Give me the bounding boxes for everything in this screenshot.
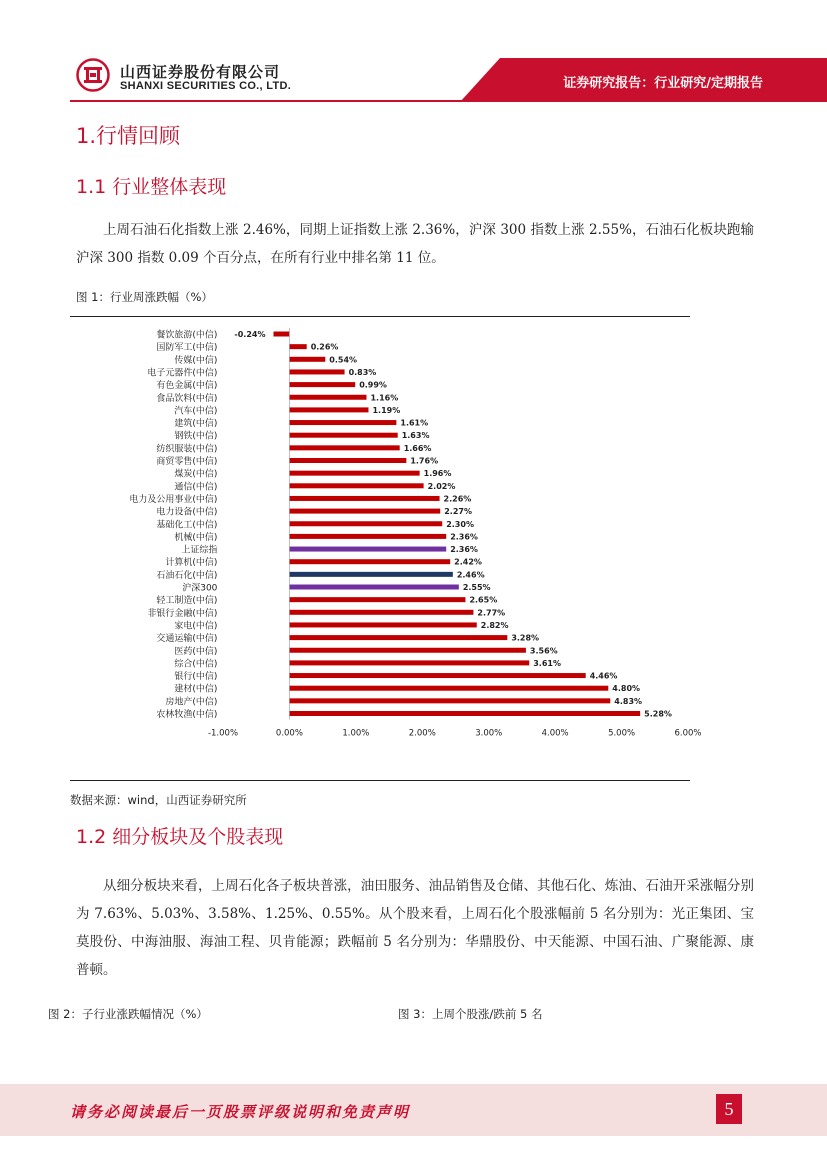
category-label: 商贸零售(中信): [156, 457, 218, 467]
figure-1-caption: 图 1：行业周涨跌幅（%）: [76, 290, 213, 304]
chart-bar: [289, 483, 423, 488]
chart-bar: [289, 369, 344, 374]
value-label: 2.36%: [450, 545, 478, 555]
category-label: 电力设备(中信): [156, 507, 218, 518]
report-type: 证券研究报告：行业研究/定期报告: [563, 76, 763, 91]
category-label: 汽车(中信): [174, 406, 218, 417]
industry-weekly-change-chart: [70, 322, 710, 742]
category-label: 建材(中信): [174, 684, 218, 695]
chart-bar: [289, 471, 419, 476]
chart-bar: [289, 597, 465, 602]
chart-bar: [289, 357, 325, 362]
value-label: 2.02%: [427, 481, 456, 491]
value-label: 1.19%: [372, 405, 401, 415]
value-label: 3.56%: [529, 646, 558, 656]
category-label: 综合(中信): [174, 659, 218, 670]
value-label: 1.61%: [400, 418, 429, 428]
category-label: 非银行金融(中信): [147, 608, 218, 619]
x-tick-label: 1.00%: [342, 728, 370, 739]
chart-bar: [289, 407, 368, 412]
section-title-1: 1.行情回顾: [76, 124, 181, 148]
category-label: 医药(中信): [174, 646, 218, 657]
value-label: 0.54%: [329, 355, 358, 365]
value-label: 2.36%: [450, 532, 478, 542]
category-label: 国防军工(中信): [156, 343, 218, 354]
x-tick-label: 2.00%: [408, 728, 436, 739]
chart-bar: [289, 509, 440, 514]
chart-bar: [289, 382, 355, 387]
page-header: [0, 0, 827, 110]
chart-bar: [289, 344, 306, 349]
chart-bar: [289, 635, 507, 640]
value-label: 1.76%: [410, 456, 439, 466]
chart-bar: [289, 673, 585, 678]
category-label: 石油石化(中信): [156, 570, 218, 581]
chart-bar: [289, 534, 446, 539]
figure-1-bottom-rule: [70, 780, 690, 781]
category-label: 传媒(中信): [174, 355, 218, 366]
value-label: 2.42%: [454, 557, 482, 567]
category-label: 有色金属(中信): [156, 381, 218, 392]
category-label: 农林牧渔(中信): [156, 710, 218, 720]
chart-bar: [289, 686, 608, 691]
header-divider: [70, 100, 760, 102]
category-label: 纺织服装(中信): [156, 444, 218, 455]
category-label: 通信(中信): [174, 482, 218, 493]
category-label: 房地产(中信): [165, 697, 218, 708]
chart-bar: [289, 547, 446, 552]
value-label: 4.80%: [612, 684, 641, 694]
footer-disclaimer: 请务必阅读最后一页股票评级说明和免责声明: [70, 1103, 411, 1121]
category-label: 食品饮料(中信): [156, 393, 218, 404]
chart-bar: [289, 648, 525, 653]
x-tick-label: 0.00%: [275, 728, 303, 739]
value-label: 1.66%: [403, 443, 432, 453]
value-label: 2.82%: [480, 620, 509, 630]
category-label: 钢铁(中信): [174, 431, 218, 442]
value-label: 0.26%: [310, 342, 339, 352]
x-tick-label: 3.00%: [475, 728, 503, 739]
category-label: 交通运输(中信): [156, 634, 218, 645]
category-label: 计算机(中信): [165, 558, 218, 569]
chart-bar: [289, 395, 366, 400]
category-label: 电子元器件(中信): [147, 368, 218, 379]
value-label: 0.83%: [348, 367, 377, 377]
category-label: 建筑(中信): [174, 419, 218, 430]
chart-bar: [273, 332, 289, 337]
page-number: 5: [716, 1094, 742, 1124]
company-name-en: SHANXI SECURITIES CO., LTD.: [120, 80, 292, 92]
value-label: 1.16%: [370, 393, 399, 403]
chart-bar: [289, 711, 640, 716]
value-label: 2.77%: [477, 608, 506, 618]
paragraph-industry-performance: 上周石油石化指数上涨 2.46%，同期上证指数上涨 2.36%，沪深 300 指数上涨 2.55%，石油石化板块跑输沪深 300 指数 0.09 个百分点，在所有行业中排名第 11 位。: [76, 222, 754, 266]
chart-bar: [289, 622, 476, 627]
value-label: 1.96%: [423, 469, 452, 479]
category-label: 基础化工(中信): [156, 520, 218, 531]
category-label: 机械(中信): [174, 532, 218, 543]
category-label: 餐饮旅游(中信): [156, 330, 218, 341]
value-label: 2.27%: [444, 507, 472, 517]
value-label: 4.83%: [614, 696, 643, 706]
value-label: 2.46%: [456, 570, 485, 580]
value-label: 2.26%: [443, 494, 472, 504]
x-tick-label: -1.00%: [207, 728, 239, 739]
figure-3-caption: 图 3：上周个股涨/跌前 5 名: [398, 1007, 543, 1021]
x-tick-label: 5.00%: [608, 728, 636, 739]
category-label: 轻工制造(中信): [156, 596, 218, 607]
category-label: 家电(中信): [174, 621, 218, 632]
category-label: 上证综指: [181, 545, 218, 556]
value-label: -0.24%: [234, 330, 266, 339]
chart-bar: [289, 496, 439, 501]
chart-bar: [289, 610, 473, 615]
value-label: 5.28%: [644, 709, 672, 719]
category-label: 煤炭(中信): [174, 469, 218, 480]
category-label: 沪深300: [182, 583, 218, 594]
figure-1-top-rule: [70, 316, 690, 317]
company-logo-icon: [76, 58, 110, 92]
chart-bar: [289, 559, 450, 564]
chart-bar: [289, 458, 406, 463]
category-label: 电力及公用事业(中信): [129, 494, 218, 505]
x-tick-label: 4.00%: [541, 728, 569, 739]
figure-2-caption: 图 2：子行业涨跌幅情况（%）: [48, 1007, 208, 1021]
section-title-1-1: 1.1 行业整体表现: [76, 176, 227, 198]
chart-bar: [289, 433, 397, 438]
data-source: 数据来源：wind，山西证券研究所: [70, 793, 247, 807]
value-label: 2.65%: [469, 595, 498, 605]
chart-bar: [289, 420, 396, 425]
section-title-1-2: 1.2 细分板块及个股表现: [76, 826, 284, 848]
company-name-cn: 山西证券股份有限公司: [120, 63, 281, 81]
chart-bar: [289, 445, 399, 450]
paragraph-subsector-performance: 从细分板块来看，上周石化各子板块普涨，油田服务、油品销售及仓储、其他石化、炼油、石油开采涨幅分别为 7.63%、5.03%、3.58%、1.25%、0.55%。从个股来看，上周石化个股涨幅前 5 名分别为：光正集团、宝莫股份、中海油服、海油工程、贝肯能源；跌幅前 5 名分别为：华鼎股份、中天能源、中国石油、广聚能源、康普顿。: [76, 878, 754, 978]
x-tick-label: 6.00%: [674, 728, 702, 739]
chart-bar: [289, 698, 610, 703]
chart-bar: [289, 660, 529, 665]
chart-bar: [289, 572, 452, 577]
value-label: 3.28%: [511, 633, 540, 643]
chart-bar: [289, 585, 458, 590]
value-label: 0.99%: [359, 380, 387, 390]
value-label: 1.63%: [401, 431, 430, 441]
value-label: 3.61%: [533, 658, 562, 668]
category-label: 银行(中信): [174, 672, 218, 683]
chart-bar: [289, 521, 442, 526]
value-label: 2.55%: [462, 583, 491, 592]
value-label: 2.30%: [446, 519, 474, 529]
value-label: 4.46%: [589, 671, 618, 681]
